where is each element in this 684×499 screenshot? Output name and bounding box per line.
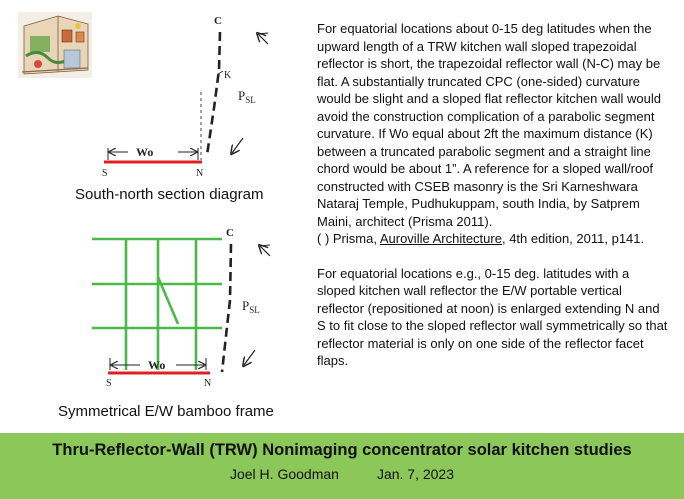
label-k: K — [224, 70, 232, 81]
paragraph-2: For equatorial locations e.g., 0-15 deg. latitudes with a sloped kitchen wall reflector the E/W portable vertical reflector (repositioned at noon) is enlarged extending N and S to fit close to the sloped reflector wall symmetrically so that reflector material is only on one side of the reflector facet flaps. — [317, 265, 668, 368]
footer-banner — [0, 433, 684, 499]
label-wo-bottom: Wo — [148, 358, 166, 372]
footer-subtitle — [0, 466, 684, 482]
reference-prefix: ( ) Prisma, — [317, 231, 380, 246]
label-psl-top: $P_{SL}$ — [238, 88, 256, 105]
reference-book-link[interactable]: Auroville Architecture — [379, 231, 502, 246]
footer-author: Joel H. Goodman — [229, 466, 339, 482]
reference-line — [317, 230, 669, 248]
label-s-bottom: S — [106, 378, 112, 389]
label-s-top: S — [102, 168, 108, 179]
label-psl-bottom: $P_{SL}$ — [242, 298, 260, 315]
footer-title: Thru-Reflector-Wall (TRW) Nonimaging concentrator solar kitchen studies — [52, 441, 632, 459]
body-text — [317, 20, 669, 370]
reference-suffix: , 4th edition, 2011, p141. — [501, 231, 645, 246]
label-n-top: N — [196, 168, 204, 179]
paragraph-1: For equatorial locations about 0-15 deg latitudes when the upward length of a TRW kitchen wall sloped trapezoidal reflector is short, the trapezoidal reflector wall (N-C) may be flat. A substantially truncated CPC (one-sided) curvature would be slight and a sloped flat reflector kitchen wall would avoid the construction complication of a parabolic segment curvature. If Wo equal about 2ft the maximum distance (K) between a truncated parabolic segment and a straight line chord would be about 1”. A reference for a sloped wall/roof constructed with CSEB masonry is the Sri Karneshwara Nataraj Temple, Pudhukuppam, south India, by Satprem Maini, architect (Prisma 2011). — [317, 21, 661, 229]
label-wo-top: Wo — [136, 145, 154, 159]
footer-date: Jan. 7, 2023 — [376, 466, 454, 482]
caption-bottom: Symmetrical E/W bamboo frame — [58, 403, 274, 420]
label-c-bottom: C — [226, 227, 234, 239]
bamboo-frame-diagram — [0, 0, 310, 400]
label-n-bottom: N — [204, 378, 212, 389]
caption-top: South-north section diagram — [75, 186, 264, 203]
label-c-top: C — [214, 15, 222, 27]
